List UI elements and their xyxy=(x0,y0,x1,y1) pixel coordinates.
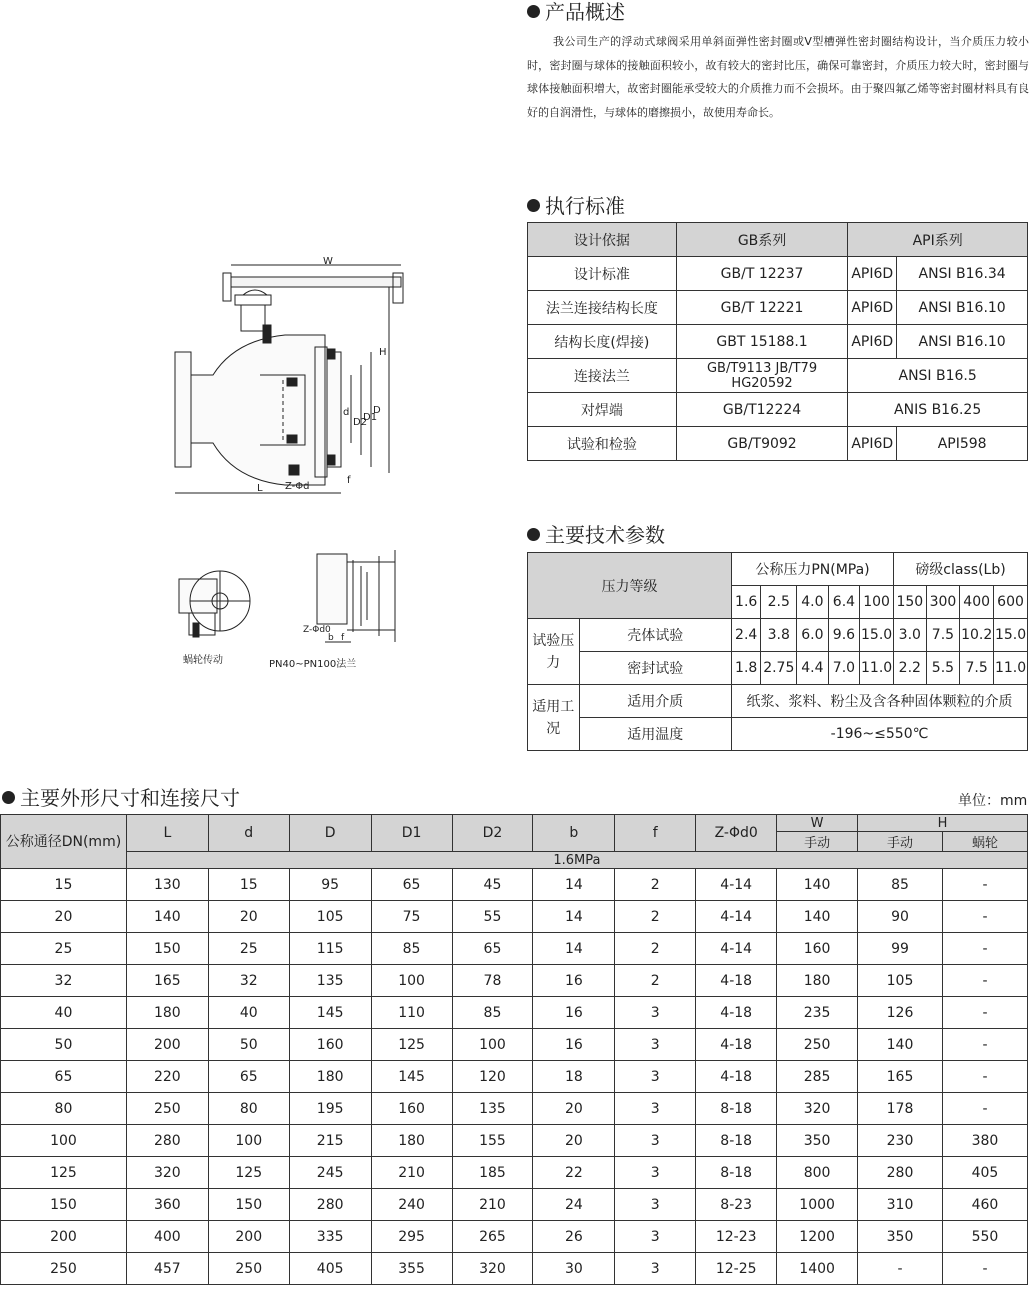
d2-header: D2 xyxy=(452,815,533,852)
temp-value: -196~≤550℃ xyxy=(731,718,1027,751)
dim-cell: 16 xyxy=(533,1029,615,1061)
d1-header: D1 xyxy=(371,815,452,852)
pressure-header: 1.6MPa xyxy=(126,852,1027,869)
dim-cell: 220 xyxy=(126,1061,208,1093)
dim-cell: 150 xyxy=(208,1189,289,1221)
dim-cell: 125 xyxy=(1,1157,127,1189)
shell-value: 6.0 xyxy=(797,619,829,652)
dim-cell: 3 xyxy=(615,1061,696,1093)
dim-cell: 20 xyxy=(533,1093,615,1125)
dim-cell: 140 xyxy=(858,1029,943,1061)
dim-cell: 140 xyxy=(777,869,858,901)
worm-gear-caption: 蜗轮传动 xyxy=(183,655,223,666)
dim-cell: 195 xyxy=(289,1093,371,1125)
dim-cell: 460 xyxy=(942,1189,1027,1221)
dim-cell: 265 xyxy=(452,1221,533,1253)
h-worm-header: 蜗轮 xyxy=(942,832,1027,852)
table-row xyxy=(528,325,1028,359)
dim-cell: 160 xyxy=(289,1029,371,1061)
std-label: 法兰连接结构长度 xyxy=(528,291,677,325)
table-row xyxy=(1,901,1028,933)
std-label: 设计标准 xyxy=(528,257,677,291)
dim-cell: 210 xyxy=(371,1157,452,1189)
std-gb: GBT 15188.1 xyxy=(676,325,848,359)
dim-cell: 285 xyxy=(777,1061,858,1093)
dim-cell: 457 xyxy=(126,1253,208,1285)
dim-cell: 185 xyxy=(452,1157,533,1189)
seal-value: 1.8 xyxy=(731,652,760,685)
table-row xyxy=(1,869,1028,901)
dim-cell: 320 xyxy=(452,1253,533,1285)
dim-cell: 8-18 xyxy=(696,1125,777,1157)
dn-header: 公称通径DN(mm) xyxy=(1,815,127,869)
dim-cell: 235 xyxy=(777,997,858,1029)
pn-header: 公称压力PN(MPa) xyxy=(731,553,893,586)
dim-cell: 350 xyxy=(777,1125,858,1157)
dim-cell: 20 xyxy=(533,1125,615,1157)
dim-cell: 200 xyxy=(126,1029,208,1061)
dim-zphid0-label: Z-Φd0 xyxy=(303,625,331,635)
dim-cell: 310 xyxy=(858,1189,943,1221)
std-gb: GB/T9092 xyxy=(676,427,848,461)
dim-l-label: L xyxy=(257,483,263,494)
table-row xyxy=(528,427,1028,461)
class-value: 300 xyxy=(926,586,960,619)
dim-cell: 3 xyxy=(615,1029,696,1061)
h-header: H xyxy=(858,815,1028,832)
dim-cell: 280 xyxy=(858,1157,943,1189)
dim-cell: 125 xyxy=(208,1157,289,1189)
table-row xyxy=(528,619,1028,652)
std-label: 结构长度(焊接) xyxy=(528,325,677,359)
dim-cell: 130 xyxy=(126,869,208,901)
l-header: L xyxy=(126,815,208,852)
dim-cell: 405 xyxy=(289,1253,371,1285)
dim-cell: 145 xyxy=(371,1061,452,1093)
table-row xyxy=(1,1253,1028,1285)
dim-cell: 45 xyxy=(452,869,533,901)
seal-value: 7.5 xyxy=(960,652,994,685)
dim-cell: 25 xyxy=(1,933,127,965)
dim-cell: 210 xyxy=(452,1189,533,1221)
dim-cell: 12-23 xyxy=(696,1221,777,1253)
dim-cell: 160 xyxy=(371,1093,452,1125)
pn-value: 6.4 xyxy=(828,586,860,619)
dim-cell: 40 xyxy=(208,997,289,1029)
ball-valve-drawing xyxy=(165,255,415,500)
dim-f-label-2: f xyxy=(341,633,345,643)
pn-value: 4.0 xyxy=(797,586,829,619)
dim-cell: 2 xyxy=(615,965,696,997)
dim-cell: - xyxy=(942,1061,1027,1093)
dim-cell: 335 xyxy=(289,1221,371,1253)
medium-label: 适用介质 xyxy=(579,685,731,718)
seal-value: 11.0 xyxy=(860,652,894,685)
dim-cell: 120 xyxy=(452,1061,533,1093)
pn-value: 2.5 xyxy=(761,586,797,619)
class-value: 600 xyxy=(994,586,1028,619)
dim-cell: 85 xyxy=(858,869,943,901)
dim-cell: 80 xyxy=(1,1093,127,1125)
dim-cell: 135 xyxy=(452,1093,533,1125)
shell-value: 3.0 xyxy=(894,619,927,652)
table-row xyxy=(1,1029,1028,1061)
dim-cell: 1000 xyxy=(777,1189,858,1221)
table-row xyxy=(1,1221,1028,1253)
handle-bar xyxy=(231,277,401,287)
dim-zphid-label: Z-Φd xyxy=(285,481,310,492)
dimensions-body xyxy=(1,869,1028,1285)
dim-cell: 95 xyxy=(289,869,371,901)
handle-left-grip xyxy=(223,273,231,301)
seal-value: 4.4 xyxy=(797,652,829,685)
dim-cell: - xyxy=(942,869,1027,901)
shell-test-label: 壳体试验 xyxy=(579,619,731,652)
dim-cell: 18 xyxy=(533,1061,615,1093)
left-flange xyxy=(175,352,191,467)
dim-cell: 85 xyxy=(452,997,533,1029)
pressure-grade-header: 压力等级 xyxy=(528,553,732,619)
table-row xyxy=(1,1061,1028,1093)
right-flange xyxy=(327,352,341,467)
dim-cell: 355 xyxy=(371,1253,452,1285)
shell-value: 7.5 xyxy=(926,619,960,652)
dim-cell: 3 xyxy=(615,997,696,1029)
unit-label: 单位：mm xyxy=(958,793,1028,809)
std-api: ANSI B16.5 xyxy=(848,359,1028,393)
overview-title: 产品概述 xyxy=(527,0,625,25)
seal-value: 2.2 xyxy=(894,652,927,685)
dim-cell: 2 xyxy=(615,869,696,901)
dim-cell: 110 xyxy=(371,997,452,1029)
dim-cell: 65 xyxy=(1,1061,127,1093)
dim-cell: 2 xyxy=(615,901,696,933)
dim-cell: 100 xyxy=(452,1029,533,1061)
dim-cell: 550 xyxy=(942,1221,1027,1253)
class-value: 400 xyxy=(960,586,994,619)
table-row xyxy=(528,652,1028,685)
dim-cell: - xyxy=(858,1253,943,1285)
table-row xyxy=(528,718,1028,751)
dim-cell: 155 xyxy=(452,1125,533,1157)
dim-d1-label: D1 xyxy=(363,412,378,423)
dim-cell: 250 xyxy=(777,1029,858,1061)
table-row xyxy=(528,359,1028,393)
dim-cell: 100 xyxy=(1,1125,127,1157)
std-header-basis: 设计依据 xyxy=(528,223,677,257)
std-label: 连接法兰 xyxy=(528,359,677,393)
dim-cell: 280 xyxy=(289,1189,371,1221)
dim-cell: 65 xyxy=(452,933,533,965)
dim-cell: 40 xyxy=(1,997,127,1029)
dim-cell: 14 xyxy=(533,933,615,965)
dim-cell: 3 xyxy=(615,1253,696,1285)
dim-cell: 125 xyxy=(371,1029,452,1061)
h-manual-header: 手动 xyxy=(858,832,943,852)
dim-cell: 16 xyxy=(533,965,615,997)
dim-cell: 3 xyxy=(615,1189,696,1221)
table-row xyxy=(1,1125,1028,1157)
dim-cell: 180 xyxy=(371,1125,452,1157)
standards-title: 执行标准 xyxy=(527,190,625,219)
table-row xyxy=(1,1157,1028,1189)
std-gb: GB/T 12221 xyxy=(676,291,848,325)
dim-cell: 100 xyxy=(371,965,452,997)
dim-cell: 140 xyxy=(777,901,858,933)
shell-value: 15.0 xyxy=(860,619,894,652)
dim-cell: 400 xyxy=(126,1221,208,1253)
std-gb: GB/T9113 JB/T79 HG20592 xyxy=(676,359,848,393)
std-header-gb: GB系列 xyxy=(676,223,848,257)
dim-cell: 14 xyxy=(533,869,615,901)
bigd-header: D xyxy=(289,815,371,852)
dim-cell: 135 xyxy=(289,965,371,997)
dim-cell: - xyxy=(942,1253,1027,1285)
dim-cell: - xyxy=(942,1093,1027,1125)
dim-cell: 15 xyxy=(208,869,289,901)
std-api: ANIS B16.25 xyxy=(848,393,1028,427)
conditions-group: 适用工况 xyxy=(528,685,580,751)
std-api2: API598 xyxy=(897,427,1028,461)
dim-cell: 50 xyxy=(1,1029,127,1061)
dim-cell: 24 xyxy=(533,1189,615,1221)
dim-cell: 100 xyxy=(208,1125,289,1157)
dim-cell: 4-14 xyxy=(696,869,777,901)
table-row xyxy=(528,685,1028,718)
seal-value: 11.0 xyxy=(994,652,1028,685)
dim-cell: 16 xyxy=(533,997,615,1029)
dim-cell: 4-18 xyxy=(696,965,777,997)
shell-value: 9.6 xyxy=(828,619,860,652)
dim-cell: 145 xyxy=(289,997,371,1029)
dim-cell: 30 xyxy=(533,1253,615,1285)
dim-cell: 250 xyxy=(208,1253,289,1285)
dim-cell: 15 xyxy=(1,869,127,901)
dim-cell: 80 xyxy=(208,1093,289,1125)
dim-f-label: f xyxy=(347,475,351,486)
dim-cell: 150 xyxy=(1,1189,127,1221)
dim-cell: 178 xyxy=(858,1093,943,1125)
d-header: d xyxy=(208,815,289,852)
table-row xyxy=(1,933,1028,965)
dim-cell: 22 xyxy=(533,1157,615,1189)
table-row xyxy=(1,1093,1028,1125)
dim-cell: 3 xyxy=(615,1221,696,1253)
dim-cell: 160 xyxy=(777,933,858,965)
dim-cell: 200 xyxy=(1,1221,127,1253)
dim-d2-label: D2 xyxy=(353,417,368,428)
std-api1: API6D xyxy=(848,257,897,291)
overview-text: 我公司生产的浮动式球阀采用单斜面弹性密封圈或V型槽弹性密封圈结构设计，当介质压力较小时，密封圈与球体的接触面积较小，故有较大的密封比压，确保可靠密封，介质压力较大时，密封圈与球体接触面积增大，故密封圈能承受较大的介质推力而不会损坏。由于聚四氟乙烯等密封圈材料具有良好的自润滑性，与球体的磨擦损小，故使用寿命长。 xyxy=(527,35,1029,119)
dim-cell: 126 xyxy=(858,997,943,1029)
dim-cell: 320 xyxy=(126,1157,208,1189)
dim-cell: - xyxy=(942,965,1027,997)
bullet-icon xyxy=(527,5,540,18)
dim-cell: 4-18 xyxy=(696,997,777,1029)
flange-caption: PN40~PN100法兰 xyxy=(269,659,357,670)
shell-value: 15.0 xyxy=(994,619,1028,652)
std-api2: ANSI B16.10 xyxy=(897,325,1028,359)
dim-cell: 3 xyxy=(615,1157,696,1189)
dim-d-label: d xyxy=(343,407,350,418)
std-api2: ANSI B16.34 xyxy=(897,257,1028,291)
table-row xyxy=(528,257,1028,291)
dim-cell: 380 xyxy=(942,1125,1027,1157)
test-pressure-group: 试验压力 xyxy=(528,619,580,685)
dim-cell: 3 xyxy=(615,1093,696,1125)
dim-bigd-label: D xyxy=(373,405,381,416)
dim-cell: 8-18 xyxy=(696,1093,777,1125)
dim-cell: 140 xyxy=(126,901,208,933)
dim-cell: 85 xyxy=(371,933,452,965)
dim-cell: 26 xyxy=(533,1221,615,1253)
dim-cell: 14 xyxy=(533,901,615,933)
w-header: W xyxy=(777,815,858,832)
params-title: 主要技术参数 xyxy=(527,519,665,548)
dim-cell: 105 xyxy=(858,965,943,997)
dim-cell: 4-14 xyxy=(696,933,777,965)
temp-label: 适用温度 xyxy=(579,718,731,751)
dim-cell: 50 xyxy=(208,1029,289,1061)
std-api2: ANSI B16.10 xyxy=(897,291,1028,325)
dim-cell: 8-23 xyxy=(696,1189,777,1221)
std-label: 对焊端 xyxy=(528,393,677,427)
worm-gear-drawing xyxy=(175,565,257,645)
dim-cell: 200 xyxy=(208,1221,289,1253)
dim-cell: 215 xyxy=(289,1125,371,1157)
dim-cell: - xyxy=(942,1029,1027,1061)
dim-cell: 4-14 xyxy=(696,901,777,933)
pn-value: 1.6 xyxy=(731,586,760,619)
standards-table xyxy=(527,222,1028,461)
medium-value: 纸浆、浆料、粉尘及含各种固体颗粒的介质 xyxy=(731,685,1027,718)
std-gb: GB/T 12237 xyxy=(676,257,848,291)
shell-value: 2.4 xyxy=(731,619,760,652)
dim-cell: 150 xyxy=(126,933,208,965)
dim-cell: 105 xyxy=(289,901,371,933)
seal-value: 2.75 xyxy=(761,652,797,685)
dim-cell: 405 xyxy=(942,1157,1027,1189)
dim-cell: 230 xyxy=(858,1125,943,1157)
dim-cell: 90 xyxy=(858,901,943,933)
dimensions-table xyxy=(0,814,1028,1285)
bullet-icon xyxy=(2,791,15,804)
table-row xyxy=(1,965,1028,997)
dim-cell: 4-18 xyxy=(696,1061,777,1093)
flange-detail-drawing xyxy=(295,542,410,647)
dim-cell: 75 xyxy=(371,901,452,933)
dim-cell: - xyxy=(942,901,1027,933)
dim-cell: 1400 xyxy=(777,1253,858,1285)
dim-cell: 2 xyxy=(615,933,696,965)
dim-cell: 20 xyxy=(208,901,289,933)
dim-h-label: H xyxy=(379,347,387,358)
dims-title: 主要外形尺寸和连接尺寸 xyxy=(2,782,240,811)
dim-cell: 20 xyxy=(1,901,127,933)
f-header: f xyxy=(615,815,696,852)
w-manual-header: 手动 xyxy=(777,832,858,852)
seal-value: 5.5 xyxy=(926,652,960,685)
dim-cell: 12-25 xyxy=(696,1253,777,1285)
dim-cell: 320 xyxy=(777,1093,858,1125)
dim-cell: 25 xyxy=(208,933,289,965)
dim-cell: 99 xyxy=(858,933,943,965)
class-value: 150 xyxy=(894,586,927,619)
dim-cell: 32 xyxy=(208,965,289,997)
dim-cell: 180 xyxy=(126,997,208,1029)
dim-cell: 360 xyxy=(126,1189,208,1221)
dim-cell: 115 xyxy=(289,933,371,965)
bullet-icon xyxy=(527,199,540,212)
table-row xyxy=(1,997,1028,1029)
table-row xyxy=(528,393,1028,427)
std-api1: API6D xyxy=(848,291,897,325)
std-label: 试验和检验 xyxy=(528,427,677,461)
dim-cell: 180 xyxy=(289,1061,371,1093)
dim-cell: 8-18 xyxy=(696,1157,777,1189)
std-header-api: API系列 xyxy=(848,223,1028,257)
dim-cell: 32 xyxy=(1,965,127,997)
dim-cell: 165 xyxy=(126,965,208,997)
std-api1: API6D xyxy=(848,325,897,359)
overview-paragraph xyxy=(527,30,1029,124)
dim-cell: 3 xyxy=(615,1125,696,1157)
params-table xyxy=(527,552,1028,751)
dim-cell: 165 xyxy=(858,1061,943,1093)
dim-cell: 250 xyxy=(126,1093,208,1125)
dim-cell: 1200 xyxy=(777,1221,858,1253)
b-header: b xyxy=(533,815,615,852)
dim-cell: 180 xyxy=(777,965,858,997)
z-header: Z-Φd0 xyxy=(696,815,777,852)
dim-cell: 350 xyxy=(858,1221,943,1253)
dim-cell: 240 xyxy=(371,1189,452,1221)
dim-cell: 295 xyxy=(371,1221,452,1253)
pn-value: 100 xyxy=(860,586,894,619)
dim-b-label: b xyxy=(328,633,334,643)
shell-value: 10.2 xyxy=(960,619,994,652)
class-header: 磅级class(Lb) xyxy=(894,553,1028,586)
std-gb: GB/T12224 xyxy=(676,393,848,427)
std-api1: API6D xyxy=(848,427,897,461)
dim-cell: 250 xyxy=(1,1253,127,1285)
shell-value: 3.8 xyxy=(761,619,797,652)
dim-cell: - xyxy=(942,933,1027,965)
dim-cell: 55 xyxy=(452,901,533,933)
dim-cell: 245 xyxy=(289,1157,371,1189)
dim-cell: 78 xyxy=(452,965,533,997)
seal-test-label: 密封试验 xyxy=(579,652,731,685)
seal-value: 7.0 xyxy=(828,652,860,685)
table-row xyxy=(1,1189,1028,1221)
dim-cell: 65 xyxy=(208,1061,289,1093)
bullet-icon xyxy=(527,528,540,541)
dim-cell: 800 xyxy=(777,1157,858,1189)
dim-cell: 4-18 xyxy=(696,1029,777,1061)
dim-cell: 65 xyxy=(371,869,452,901)
dim-cell: - xyxy=(942,997,1027,1029)
dim-w-label: W xyxy=(323,256,333,267)
table-row xyxy=(528,291,1028,325)
dim-cell: 280 xyxy=(126,1125,208,1157)
